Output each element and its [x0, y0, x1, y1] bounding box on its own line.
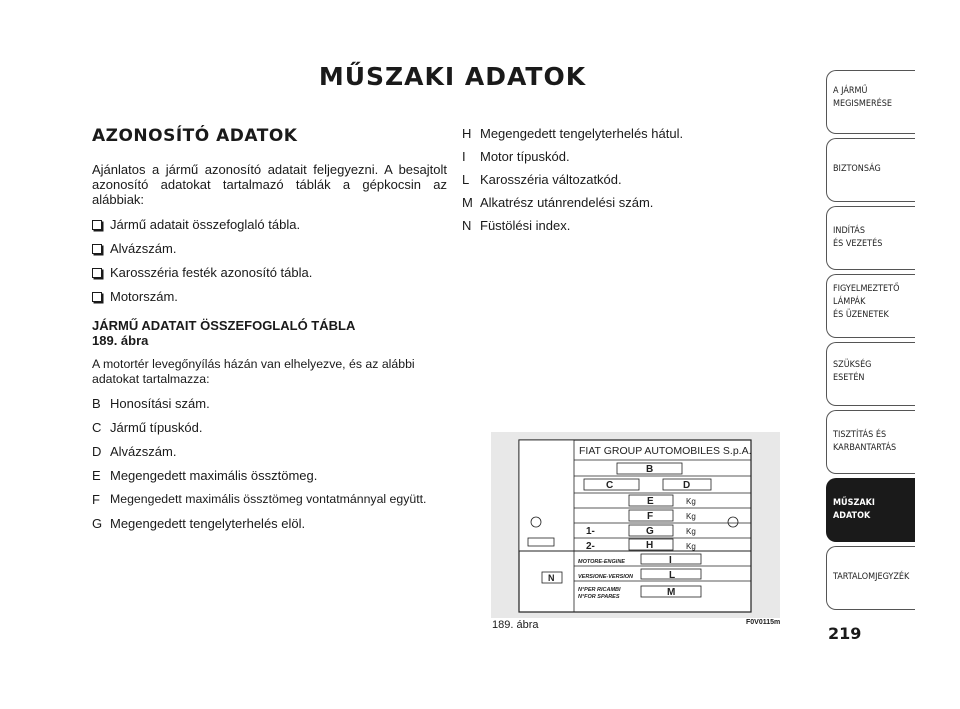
data-plate-illustration	[491, 432, 780, 618]
chapter-tabs	[826, 70, 915, 614]
tab-tartalomjegyzek[interactable]: TARTALOMJEGYZÉK	[826, 546, 915, 610]
plate-left-panel	[519, 440, 574, 551]
list-item: E Megengedett maximális össztömeg.	[92, 468, 318, 483]
tab-szukseg-eseten[interactable]: SZÜKSÉG ESETÉN	[826, 342, 915, 406]
svg-text:H: H	[646, 540, 654, 551]
svg-text:I: I	[669, 555, 672, 566]
tab-jarmu-megismerese[interactable]: A JÁRMŰ MEGISMERÉSE	[826, 70, 915, 134]
svg-text:Kg: Kg	[686, 497, 696, 506]
svg-text:L: L	[669, 570, 676, 581]
svg-text:Kg: Kg	[686, 512, 696, 521]
figure-reference: 189. ábra	[92, 333, 149, 348]
plate-small-box	[528, 538, 554, 546]
svg-text:N°PER RICAMBI: N°PER RICAMBI	[578, 587, 621, 593]
checkbox-square-icon	[92, 244, 102, 254]
list-item: Motorszám.	[92, 289, 447, 304]
page-title: MŰSZAKI ADATOK	[318, 62, 587, 91]
checkbox-square-icon	[92, 220, 102, 230]
left-column	[92, 120, 447, 540]
section-title: AZONOSÍTÓ ADATOK	[92, 126, 298, 146]
tab-figyelmezteto-lampak[interactable]: FIGYELMEZTETŐ LÁMPÁK ÉS ÜZENETEK	[826, 274, 915, 338]
svg-text:E: E	[647, 496, 654, 507]
svg-text:D: D	[683, 480, 691, 491]
figure-caption: 189. ábra	[492, 619, 539, 631]
svg-text:B: B	[646, 464, 654, 475]
list-item: G Megengedett tengelyterhelés elöl.	[92, 516, 306, 531]
plate-header: FIAT GROUP AUTOMOBILES S.p.A.	[579, 445, 752, 457]
svg-text:MOTORE-ENGINE: MOTORE-ENGINE	[578, 559, 625, 565]
checkbox-square-icon	[92, 292, 102, 302]
list-item: Karosszéria festék azonosító tábla.	[92, 265, 447, 280]
subsection-title: JÁRMŰ ADATAIT ÖSSZEFOGLALÓ TÁBLA	[92, 318, 356, 333]
list-item: F Megengedett maximális össztömeg vontatmánnyal együtt.	[92, 492, 427, 507]
checkbox-square-icon	[92, 268, 102, 278]
tab-biztonsag[interactable]: BIZTONSÁG	[826, 138, 915, 202]
svg-text:M: M	[667, 587, 676, 598]
list-item: C Jármű típuskód.	[92, 420, 203, 435]
intro-paragraph: Ajánlatos a jármű azonosító adatait feljegyezni. A besajtolt azonosító adatokat tartalmazó táblák a gépkocsin az alábbiak:	[92, 162, 447, 207]
svg-text:Kg: Kg	[686, 527, 696, 536]
list-item: L Karosszéria változatkód.	[462, 172, 622, 187]
svg-text:G: G	[646, 526, 654, 537]
list-item: D Alvázszám.	[92, 444, 177, 459]
svg-text:2-: 2-	[586, 541, 595, 552]
tab-muszaki-adatok[interactable]: MŰSZAKI ADATOK	[826, 478, 915, 542]
list-item: I Motor típuskód.	[462, 149, 570, 164]
right-column	[462, 126, 792, 241]
svg-text:F: F	[647, 511, 654, 522]
svg-text:VERSIONE-VERSION: VERSIONE-VERSION	[578, 574, 634, 580]
tab-inditas-es-vezetes[interactable]: INDÍTÁS ÉS VEZETÉS	[826, 206, 915, 270]
figure-code: F0V0115m	[746, 619, 781, 626]
svg-text:1-: 1-	[586, 526, 595, 537]
svg-text:C: C	[606, 480, 614, 491]
svg-text:N°FOR SPARES: N°FOR SPARES	[578, 594, 620, 600]
svg-text:Kg: Kg	[686, 542, 696, 551]
rivet-right-icon	[728, 517, 738, 527]
page-number: 219	[828, 624, 862, 643]
svg-text:N: N	[548, 573, 555, 583]
list-item: Jármű adatait összefoglaló tábla.	[92, 217, 447, 232]
list-item: B Honosítási szám.	[92, 396, 210, 411]
vehicle-data-plate-figure	[491, 432, 780, 618]
rivet-left-icon	[531, 517, 541, 527]
list-item: M Alkatrész utánrendelési szám.	[462, 195, 654, 210]
subsection-lead: A motortér levegőnyílás házán van elhelyezve, és az alábbi adatokat tartalmazza:	[92, 357, 415, 386]
list-item: Alvázszám.	[92, 241, 447, 256]
list-item: H Megengedett tengelyterhelés hátul.	[462, 126, 684, 141]
list-item: N Füstölési index.	[462, 218, 571, 233]
tab-tisztitas-es-karbantartas[interactable]: TISZTÍTÁS ÉS KARBANTARTÁS	[826, 410, 915, 474]
